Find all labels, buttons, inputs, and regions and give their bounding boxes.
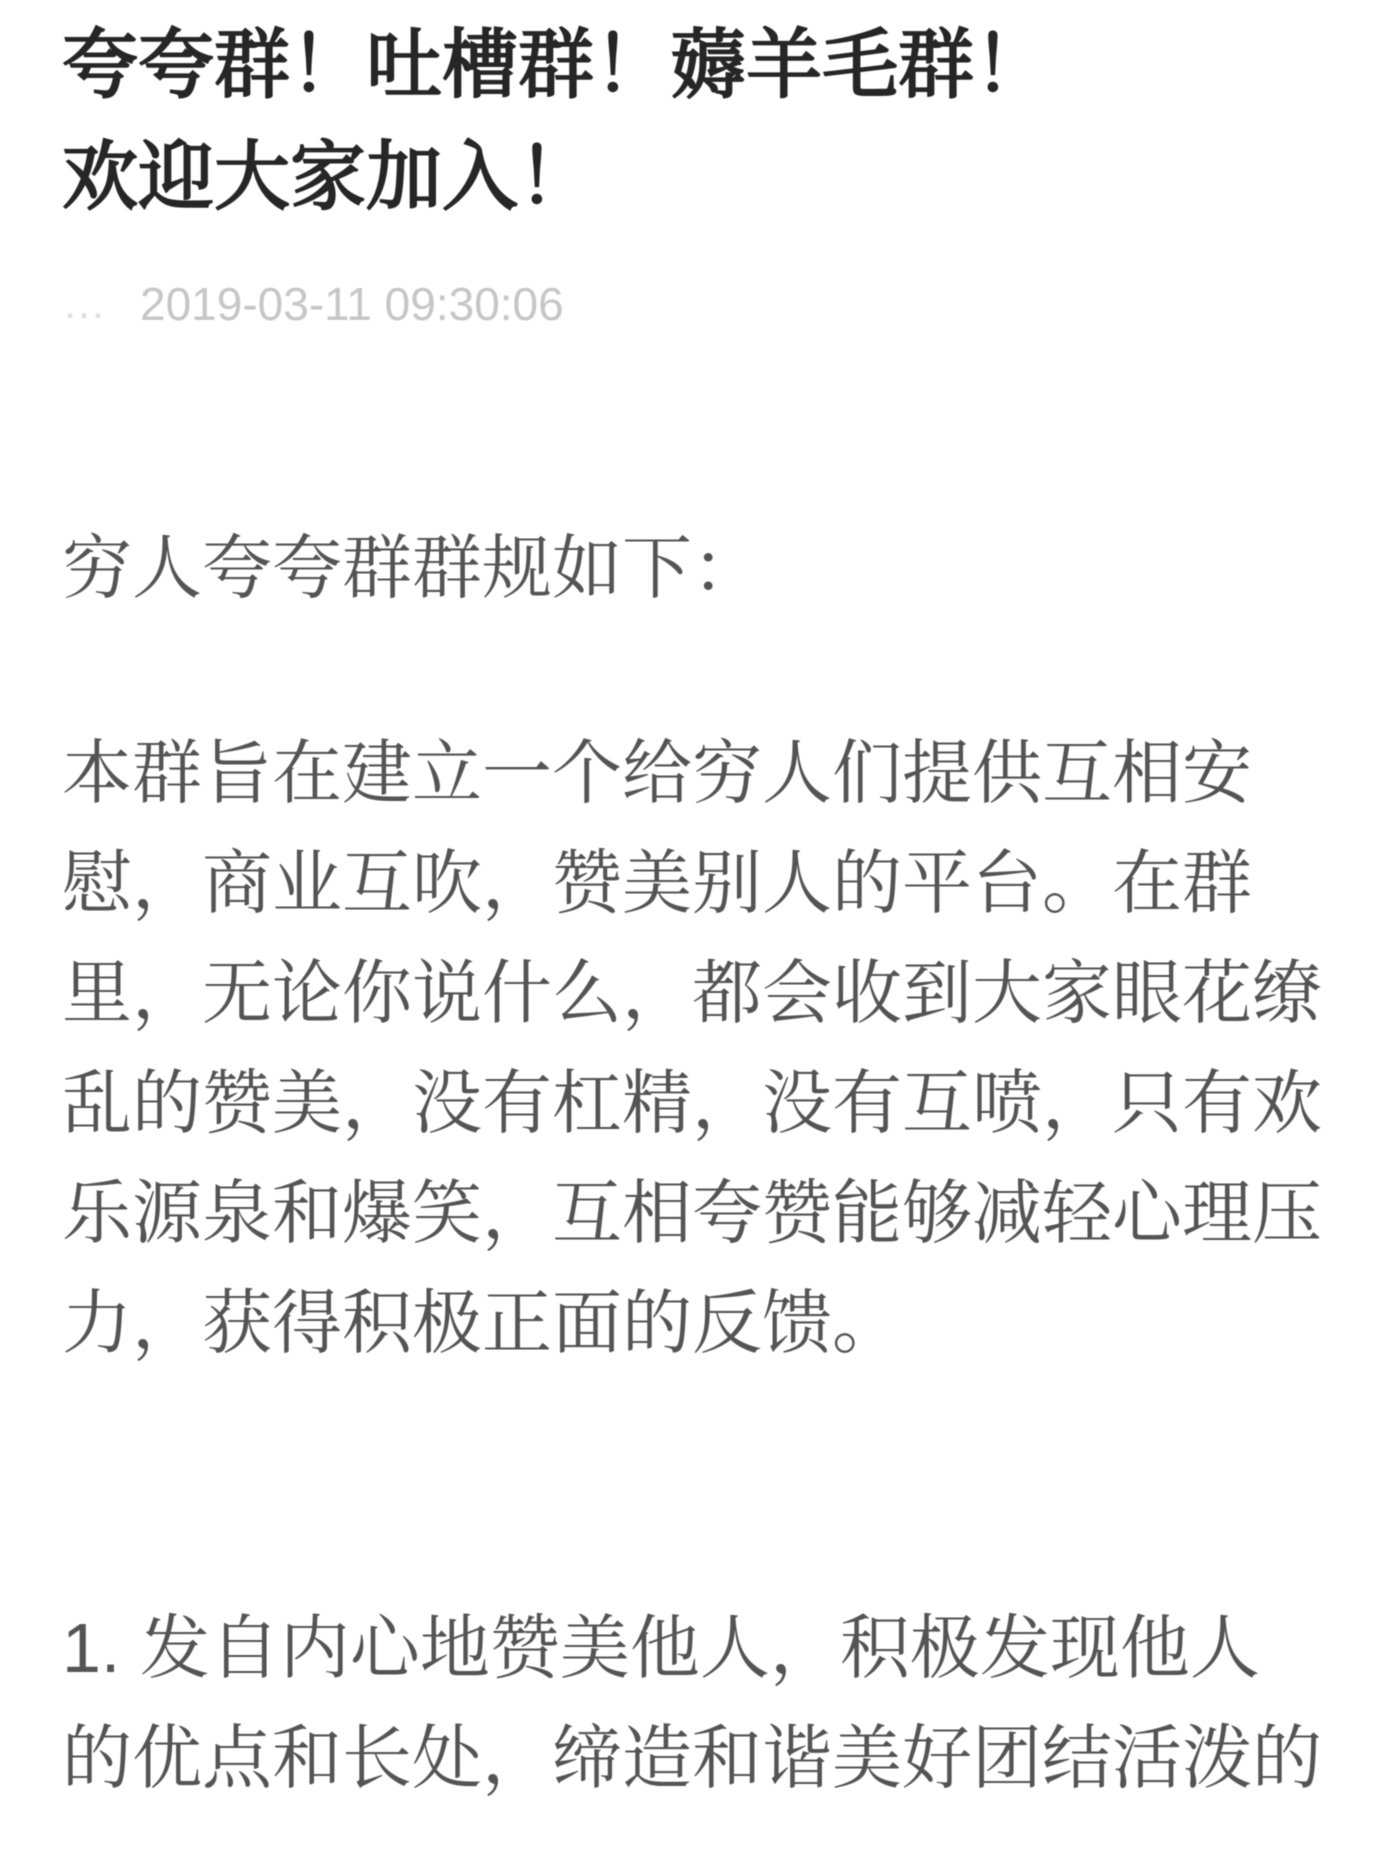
text-line: 里，无论你说什么，都会收到大家眼花缭 <box>62 954 1322 1032</box>
post-title <box>62 10 1050 234</box>
text-line: 1. 发自内心地赞美他人，积极发现他人 <box>62 1609 1260 1687</box>
text-line: 本群旨在建立一个给穷人们提供互相安 <box>62 734 1252 812</box>
post-timestamp: 2019-03-11 09:30:06 <box>140 278 564 330</box>
post-title-line-1: 夸夸群！吐槽群！薅羊毛群！ <box>62 23 1050 108</box>
group-description <box>62 718 1322 1378</box>
text-line: 乐源泉和爆笑，互相夸赞能够减轻心理压 <box>62 1174 1322 1252</box>
group-rules-intro: 穷人夸夸群群规如下： <box>62 529 762 607</box>
rule-item-1 <box>62 1593 1322 1813</box>
text-line: 的优点和长处，缔造和谐美好团结活泼的 <box>62 1719 1322 1797</box>
faded-avatar-icon: … <box>62 279 108 328</box>
text-line: 慰，商业互吹，赞美别人的平台。在群 <box>62 844 1252 922</box>
text-line: 乱的赞美，没有杠精，没有互喷，只有欢 <box>62 1064 1322 1142</box>
post-meta <box>62 272 564 336</box>
post-title-line-2: 欢迎大家加入！ <box>62 135 594 220</box>
text-line: 力，获得积极正面的反馈。 <box>62 1284 902 1362</box>
